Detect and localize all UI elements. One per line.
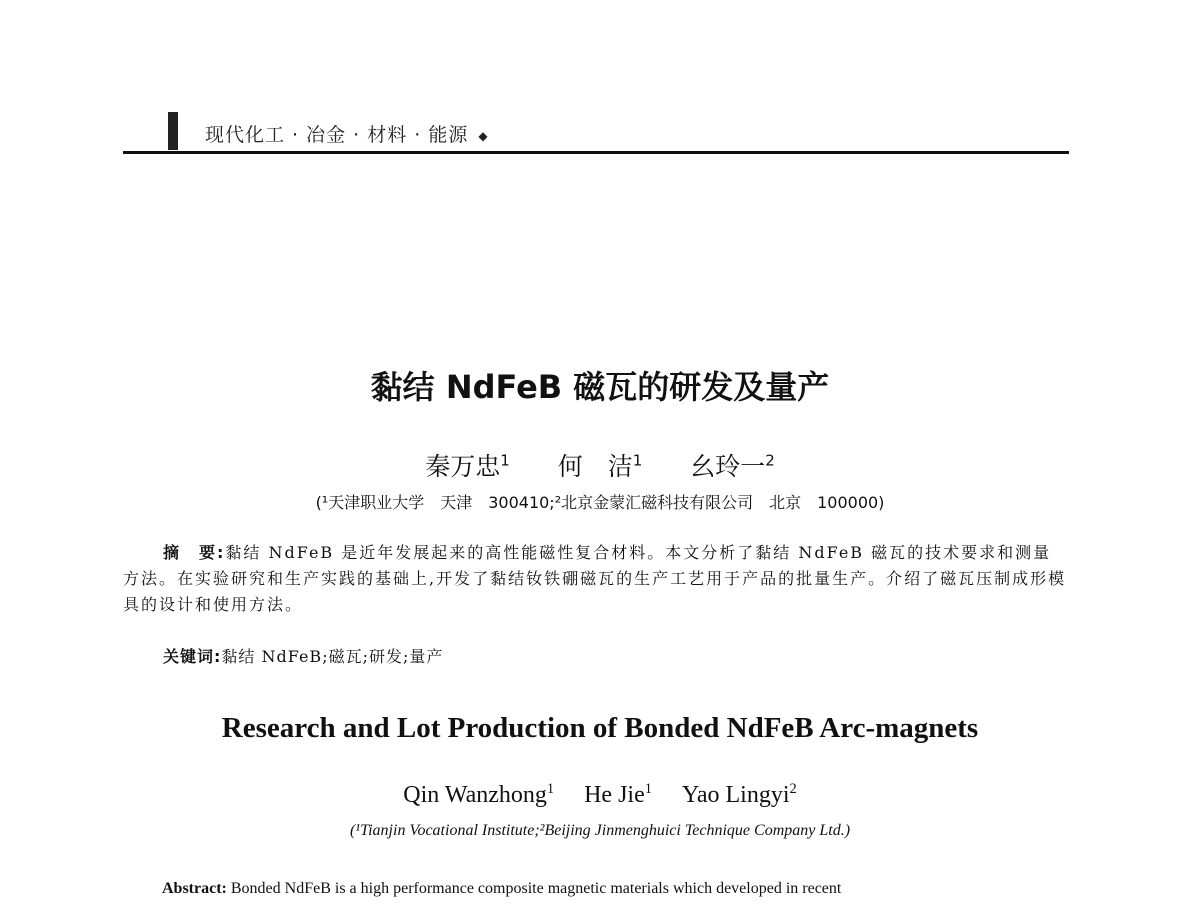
title-chinese: 黏结 NdFeB 磁瓦的研发及量产 (370, 368, 830, 406)
author-en: Yao Lingyi$^2$ (681, 781, 797, 808)
keywords-chinese (163, 644, 443, 667)
author-en: He Jie$^1$ (584, 781, 652, 808)
author-cn: 幺玲一$^2$ (690, 451, 775, 481)
abstract-en-label: Abstract: (162, 880, 227, 897)
abstract-chinese (123, 540, 1069, 618)
authors-chinese (0, 447, 1200, 483)
journal-name: 现代化工 · 冶金 · 材料 · 能源 (205, 124, 469, 146)
affiliation-english: (¹Tianjin Vocational Institute;²Beijing Jinmenghuici Technique Company Ltd.) (349, 822, 851, 839)
keywords-cn-text: 黏结 NdFeB;磁瓦;研发;量产 (221, 647, 444, 666)
abstract-en-text: Bonded NdFeB is a high performance composite magnetic materials which developed in recent (230, 880, 842, 897)
authors-english (0, 781, 1200, 809)
keywords-cn-label: 关键词: (163, 647, 222, 666)
header-rule (123, 151, 1069, 154)
diamond-icon: ◆ (478, 128, 489, 143)
header-marker-bar (168, 112, 178, 150)
author-cn: 何 洁$^1$ (557, 451, 643, 481)
abstract-cn-text: 黏结 NdFeB 是近年发展起来的高性能磁性复合材料。本文分析了黏结 NdFeB 磁瓦的技术要求和测量方法。在实验研究和生产实践的基础上,开发了黏结钕铁硼磁瓦的生产工艺用于产品的批量生产。介绍了磁瓦压制成形模具的设计和使用方法。 (123, 543, 1067, 614)
affiliation-chinese: (¹天津职业大学 天津 300410;²北京金蒙汇磁科技有限公司 北京 100000) (315, 493, 885, 512)
abstract-english (162, 880, 1072, 898)
author-en: Qin Wanzhong$^1$ (403, 781, 555, 808)
abstract-cn-label: 摘 要: (163, 543, 226, 562)
author-cn: 秦万忠$^1$ (425, 451, 510, 481)
title-english: Research and Lot Production of Bonded NdFeB Arc-magnets (221, 712, 979, 744)
journal-header (205, 120, 489, 147)
